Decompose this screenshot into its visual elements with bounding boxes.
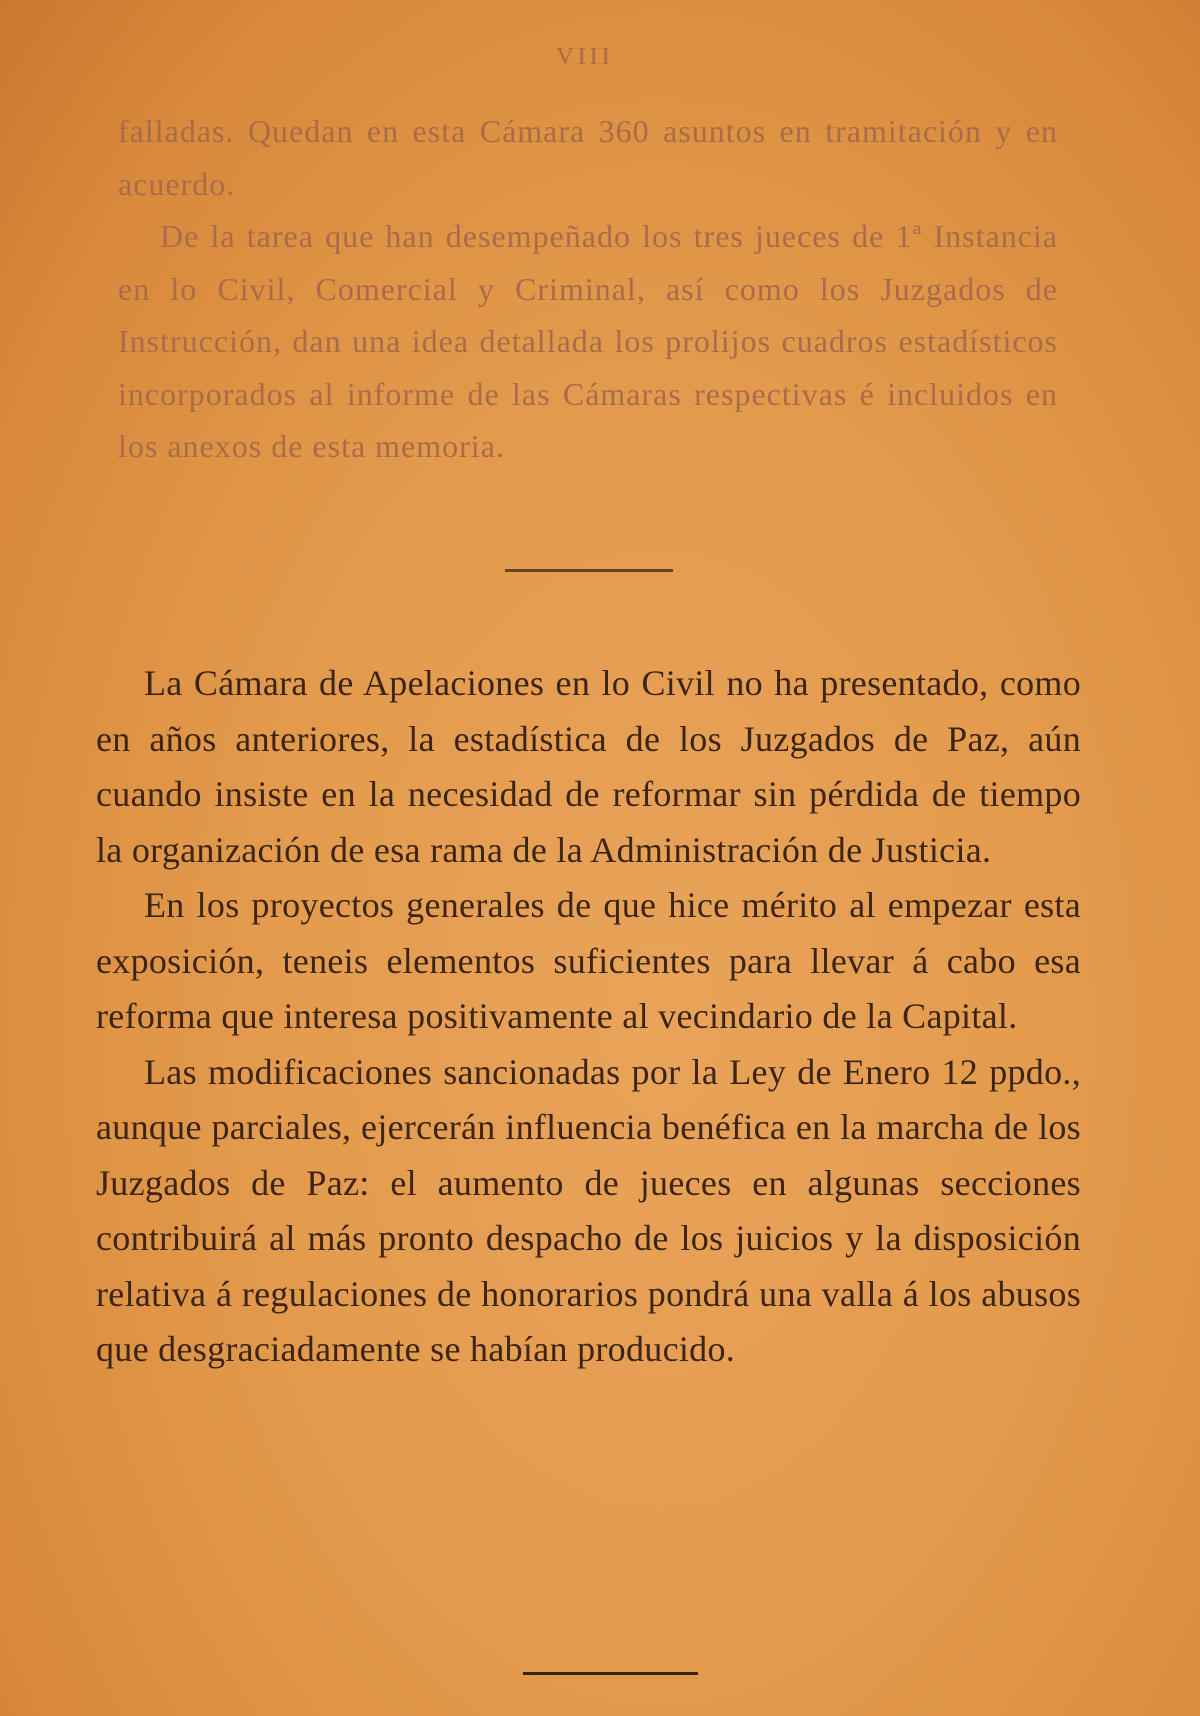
end-divider-rule (523, 1672, 698, 1675)
main-paragraph-1: La Cámara de Apelaciones en lo Civil no ha presentado, como en años anteriores, la estadística de los Juzgados de Paz, aún cuando insiste en la necesidad de reformar sin pérdida de tiempo la organización de esa rama de la Administración de Justicia. (96, 663, 1081, 870)
main-paragraph-3: Las modificaciones sancionadas por la Ley de Enero 12 ppdo., aunque parciales, ejercerán influencia benéfica en la marcha de los Juzgados de Paz: el aumento de jueces en algunas secciones contribuirá al más pronto despacho de los juicios y la disposición relativa á regulaciones de honorarios pondrá una valla á los abusos que desgraciadamente se habían producido. (96, 1051, 1081, 1369)
main-text-section (96, 656, 1081, 1378)
faded-paragraph-2: De la tarea que han desempeñado los tres jueces de 1ª Instancia en lo Civil, Comercial y Criminal, así como los Juzgados de Instrucción, dan una idea detallada los prolijos cuadros estadísticos incorporados al informe de las Cámaras respectivas é incluidos en los anexos de esta memoria. (118, 218, 1058, 464)
page-number: VIII (556, 44, 614, 70)
faded-text-section (118, 105, 1058, 473)
faded-paragraph-continuation: falladas. Quedan en esta Cámara 360 asuntos en tramitación y en acuerdo. (118, 113, 1058, 202)
main-paragraph-2: En los proyectos generales de que hice mérito al empezar esta exposición, teneis elementos suficientes para llevar á cabo esa reforma que interesa positivamente al vecindario de la Capital. (96, 885, 1081, 1036)
section-divider-rule (505, 569, 673, 572)
